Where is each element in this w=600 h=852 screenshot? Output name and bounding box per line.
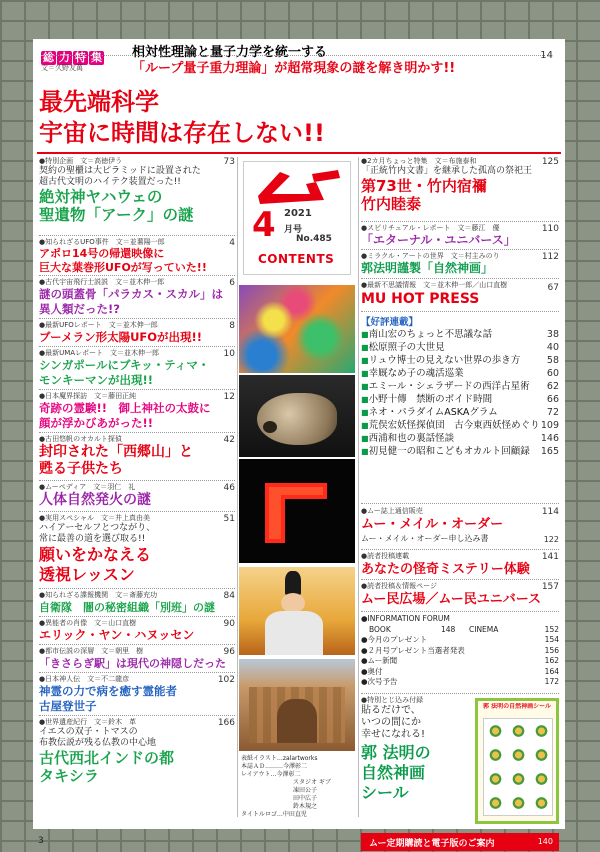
- article-entry[interactable]: [361, 252, 559, 276]
- article-sub: 契約の聖櫃は大ピラミッドに設置された: [39, 166, 201, 176]
- article-entry[interactable]: [39, 238, 235, 275]
- info-page: 172: [544, 677, 559, 686]
- article-label: ●ムー誌上通信販売: [361, 507, 423, 515]
- issue-logo: [243, 161, 351, 275]
- article-entry[interactable]: [39, 675, 235, 714]
- feature-author: 文＝久野友萬: [41, 64, 83, 72]
- credits: [241, 755, 355, 819]
- article-label: ●日本魔界探訪 文＝藤田正純: [39, 392, 137, 400]
- article-title: 巨大な葉巻形UFOが写っていた!!: [39, 261, 207, 274]
- article-sub: イエスの双子・トマスの: [39, 727, 138, 737]
- article-label: ●知られざる諜報機関 文＝斎藤充功: [39, 591, 158, 599]
- article-title: 顔が浮かびあがった!!: [39, 416, 153, 430]
- article-sub: 布教伝説が残る仏教の中心地: [39, 738, 157, 748]
- article-label: ●ミラクル・アートの世界 文＝村主みのり: [361, 252, 500, 260]
- article-title: 願いをかなえる: [39, 545, 152, 564]
- article-title: 絶対神ヤハウェの: [39, 188, 163, 206]
- article-page: 112: [541, 252, 559, 262]
- feature-page: 14: [540, 50, 553, 61]
- article-page: 157: [541, 582, 559, 592]
- middle-column: [239, 157, 355, 829]
- serials-header: 【好評連載】: [361, 317, 419, 328]
- info-list: [361, 614, 559, 690]
- serial-page: 38: [546, 329, 559, 340]
- info-cinema-page: 152: [544, 624, 559, 634]
- article-label: ●2カ月ちょっと特集 文＝布施泰和: [361, 157, 477, 165]
- article-label: ●読者投稿連載: [361, 552, 410, 560]
- article-page: 73: [223, 157, 235, 167]
- article-page: 96: [223, 647, 235, 657]
- info-page: 156: [544, 645, 559, 655]
- serial-item[interactable]: ■南山宏のちょっと不思議な話 38: [361, 329, 559, 340]
- art-painting-image: [239, 285, 355, 373]
- mail-order-entry[interactable]: [361, 507, 559, 544]
- article-title: モンキーマンが出現!!: [39, 373, 153, 387]
- credit-line: 表紙イラスト…zalartworks: [241, 755, 318, 762]
- credit-key: 本誌ＡＤ: [241, 763, 266, 770]
- article-entry[interactable]: [39, 349, 235, 388]
- article-page: 90: [223, 619, 235, 629]
- article-sub: 「正統竹内文書」を継承した孤高の祭祀王: [361, 166, 533, 176]
- credit-line: タイトルロゴ…中田直児: [241, 811, 307, 818]
- article-title: シール: [361, 783, 409, 802]
- serial-item[interactable]: ■エミール・シェラザードの西洋占星術 62: [361, 381, 559, 392]
- article-label: ●古代宇宙飛行士説説 文＝並木伸一郎: [39, 278, 165, 286]
- article-label: ●最新UFOレポート 文＝並木伸一郎: [39, 321, 158, 329]
- serial-page: 165: [540, 446, 559, 457]
- article-sub-page: 122: [543, 535, 559, 544]
- article-label: ●日本神人伝 文＝不二龍彦: [39, 675, 130, 683]
- info-item[interactable]: [361, 677, 559, 688]
- subscription-page: 140: [537, 837, 553, 846]
- article-sub: 貼るだけで、: [361, 705, 421, 716]
- article-page: 42: [223, 435, 235, 445]
- feature-lead-2: 「ループ量子重力理論」が超常現象の謎を解き明かす!!: [132, 61, 456, 76]
- info-title: ●奥付: [361, 666, 383, 676]
- article-sub: 常に最善の道を選び取る!!: [39, 534, 146, 544]
- article-entry[interactable]: [39, 647, 235, 671]
- info-page: 164: [544, 666, 559, 676]
- credit-line: レイアウト…今澤彰二: [241, 771, 301, 778]
- info-item[interactable]: [361, 635, 559, 646]
- article-page: 110: [541, 224, 559, 234]
- serial-item[interactable]: ■小野十傳 禁断のボイド時間 66: [361, 394, 559, 405]
- reader-forum-entry[interactable]: [361, 582, 559, 608]
- reader-stories-entry[interactable]: [361, 552, 559, 578]
- credit-value: 今澤彰二: [283, 763, 308, 770]
- boomerang-ufo-image: [239, 459, 355, 563]
- article-entry[interactable]: [39, 591, 235, 615]
- article-title: アポロ14号の帰還映像に: [39, 247, 165, 260]
- info-item[interactable]: [361, 656, 559, 667]
- article-title: 神霊の力で病を癒す霊能者: [39, 684, 177, 698]
- info-book-label: BOOK: [369, 624, 391, 634]
- info-book-page: 148: [441, 624, 456, 634]
- subscription-text: ムー定期購読と電子版のご案内: [369, 839, 495, 849]
- subscription-banner[interactable]: [361, 833, 559, 851]
- feature-badge-char: 集: [91, 51, 102, 64]
- article-label: ●スピリチュアル・レポート 文＝藤江 優: [361, 224, 500, 232]
- ruins-image: [239, 659, 355, 751]
- mu-logo-icon: [250, 166, 346, 206]
- serial-item[interactable]: ■荒俣宏妖怪探偵団 古今東西妖怪めぐり 109: [361, 420, 559, 431]
- article-sub: いつの間にか: [361, 717, 421, 728]
- article-entry[interactable]: [361, 157, 559, 213]
- right-column: [361, 157, 559, 849]
- article-title: 郭法明謹製「自然神画」: [361, 261, 494, 275]
- article-title: 透視レッスン: [39, 565, 135, 584]
- serial-item[interactable]: ■ネオ・パラダイムASKAグラム 72: [361, 407, 559, 418]
- info-item[interactable]: [369, 625, 559, 636]
- article-page: 166: [217, 718, 235, 728]
- article-title: 「きさらぎ駅」は現代の神隠しだった: [39, 657, 226, 670]
- article-label: ●最新UMAレポート 文＝並木伸一郎: [39, 349, 160, 357]
- article-title: 第73世・竹内宿禰: [361, 177, 487, 195]
- article-page: 84: [223, 591, 235, 601]
- serial-page: 109: [540, 420, 559, 431]
- credit-line: スタジオ ギブ: [293, 779, 331, 786]
- serial-item[interactable]: ■初見健一の昭和こどもオカルト回顧録 165: [361, 446, 559, 457]
- serial-title: ネオ・パラダイムASKAグラム: [368, 407, 498, 418]
- serial-page: 72: [546, 407, 559, 418]
- article-page: 12: [223, 392, 235, 402]
- info-title: ●次号予告: [361, 677, 398, 686]
- article-title: 封印された「西郷山」と: [39, 444, 193, 460]
- serial-title: リュウ博士の見えない世界の歩き方: [368, 355, 521, 366]
- issue-year: 2021: [284, 208, 312, 219]
- article-label: ●読者投稿＆情報ページ: [361, 582, 437, 590]
- article-page: 114: [541, 507, 559, 517]
- serial-page: 40: [546, 342, 559, 353]
- article-title: 自然神画: [361, 763, 426, 782]
- article-title: ムー・メイル・オーダー: [361, 517, 504, 532]
- article-page: 4: [229, 238, 235, 248]
- article-entry[interactable]: [39, 514, 235, 585]
- boomerang-shape-icon: [257, 473, 337, 553]
- serial-title: 幸厩なめ子の魂活巡業: [368, 368, 464, 379]
- article-label: ●最新不思議情報 文＝並木伸一郎／山口直樹: [361, 281, 508, 289]
- article-title: 聖遺物「アーク」の謎: [39, 206, 194, 224]
- serial-title: 西浦和也の裏話怪談: [368, 433, 455, 444]
- info-page: 154: [544, 635, 559, 644]
- article-page: 102: [217, 675, 235, 685]
- article-entry[interactable]: [39, 483, 235, 509]
- article-entry[interactable]: [39, 718, 235, 785]
- serial-title: 初見健一の昭和こどもオカルト回顧録: [368, 446, 530, 457]
- serial-item[interactable]: ■リュウ博士の見えない世界の歩き方 58: [361, 355, 559, 366]
- feature-title-1: 最先端科学: [39, 88, 159, 116]
- article-entry[interactable]: [39, 435, 235, 478]
- article-entry[interactable]: [39, 321, 235, 345]
- serial-item[interactable]: ■西浦和也の裏話怪談 146: [361, 433, 559, 444]
- serial-page: 66: [546, 394, 559, 405]
- article-label: ●ムーペディア 文＝羽仁 礼: [39, 483, 136, 491]
- article-label: ●都市伝説の深層 文＝朝里 樹: [39, 647, 144, 655]
- info-forum-heading: ●INFORMATION FORUM: [361, 614, 450, 623]
- issue-month-label: 月号: [284, 225, 303, 235]
- article-entry[interactable]: [361, 224, 559, 248]
- article-entry[interactable]: [361, 281, 559, 308]
- credit-line: 鈴木規之: [293, 803, 318, 810]
- article-title: 自衛隊 闇の秘密組織「別班」の謎: [39, 601, 215, 614]
- credit-value: zalartworks: [282, 755, 318, 762]
- serial-page: 62: [546, 381, 559, 392]
- article-title: シンガポールにブキッ・ティマ・: [39, 358, 210, 372]
- credit-value: 中田直児: [282, 811, 307, 818]
- info-item[interactable]: [361, 646, 559, 657]
- article-page: 6: [229, 278, 235, 288]
- serial-item[interactable]: ■松原照子の大世見 40: [361, 342, 559, 353]
- credit-value: 今澤彰二: [276, 771, 301, 778]
- article-title: 「エターナル・ユニバース」: [361, 233, 516, 247]
- serial-item[interactable]: ■幸厩なめ子の魂活巡業 60: [361, 368, 559, 379]
- article-sub: 超古代文明のハイテク装置だった!!: [39, 177, 181, 187]
- article-title: ムー民広場／ムー民ユニバース: [361, 592, 542, 607]
- serial-title: 荒俣宏妖怪探偵団 古今東西妖怪めぐり: [368, 420, 540, 431]
- sticker-grid: [484, 719, 552, 815]
- priest-image: [239, 567, 355, 655]
- article-label: ●特別とじ込み付録: [361, 696, 424, 704]
- contents-page: [33, 39, 565, 849]
- sticker-title: 郭 法明の自然神画シール: [483, 703, 551, 710]
- article-label: ●特別企画 文＝高徳伊う: [39, 157, 123, 165]
- article-label: ●世界遺産紀行 文＝鈴木 革: [39, 718, 137, 726]
- article-title: 人体自然発火の謎: [39, 492, 151, 508]
- article-sub: 幸せになれる!: [361, 729, 426, 740]
- article-title: 竹内睦泰: [361, 195, 422, 213]
- article-title: 奇跡の霊験!! 御上神社の太鼓に: [39, 401, 211, 415]
- article-title: 郭 法明の: [361, 743, 431, 762]
- article-label: ●異能者の肖像 文＝山口直樹: [39, 619, 137, 627]
- article-page: 125: [541, 157, 559, 167]
- page-number: 3: [38, 836, 44, 846]
- left-column: [39, 157, 235, 829]
- info-title: ●ムー新聞: [361, 656, 398, 665]
- article-entry[interactable]: [39, 619, 235, 643]
- article-title: 異人類だった!?: [39, 302, 120, 316]
- article-title: 謎の頭蓋骨「パラカス・スカル」は: [39, 287, 223, 301]
- article-sub: ムー・メイル・オーダー申し込み書: [361, 534, 489, 543]
- appendix-entry[interactable]: [361, 696, 461, 803]
- issue-number: No.485: [296, 234, 332, 244]
- article-title: エリック・ヤン・ハヌッセン: [39, 628, 195, 642]
- article-title: 古屋登世子: [39, 699, 97, 713]
- feature-badge-char: 特: [75, 51, 86, 64]
- serial-page: 146: [540, 433, 559, 444]
- article-page: 10: [223, 349, 235, 359]
- article-sub: ハイアーセルフとつながり、: [39, 523, 156, 533]
- serial-title: 南山宏のちょっと不思議な話: [368, 329, 493, 340]
- credit-key: レイアウト: [241, 771, 271, 778]
- feature-badge-char: 総: [43, 51, 54, 64]
- article-page: 51: [223, 514, 235, 524]
- credit-key: 表紙イラスト: [241, 755, 277, 762]
- article-page: 141: [541, 552, 559, 562]
- info-item[interactable]: [361, 667, 559, 678]
- article-page: 67: [547, 283, 559, 293]
- article-entry[interactable]: [39, 157, 235, 224]
- serial-title: 松原照子の大世見: [368, 342, 445, 353]
- contents-heading: CONTENTS: [258, 252, 335, 266]
- issue-month-number: 4: [252, 205, 276, 245]
- credit-key: タイトルロゴ: [241, 811, 277, 818]
- serial-page: 58: [546, 355, 559, 366]
- article-title: タキシラ: [39, 767, 99, 785]
- credit-line: 田中広子: [293, 795, 318, 802]
- feature-title-2: 宇宙に時間は存在しない!!: [39, 119, 325, 147]
- serial-title: 小野十傳 禁断のボイド時間: [368, 394, 493, 405]
- feature-badge-char: 力: [59, 51, 70, 64]
- sticker-sheet-image: [475, 698, 559, 824]
- info-cinema-label: CINEMA: [469, 624, 499, 634]
- article-title: 甦る子供たち: [39, 461, 123, 477]
- serial-page: 60: [546, 368, 559, 379]
- info-title: ●今月のプレゼント: [361, 635, 428, 644]
- article-entry[interactable]: [39, 392, 235, 431]
- article-title: あなたの怪奇ミステリー体験: [361, 562, 530, 577]
- serial-title: エミール・シェラザードの西洋占星術: [368, 381, 530, 392]
- article-title: MU HOT PRESS: [361, 291, 480, 307]
- article-label: ●知られざるUFO事件 文＝並薯陽一郎: [39, 238, 165, 246]
- article-page: 8: [229, 321, 235, 331]
- article-title: ブーメラン形太陽UFOが出現!!: [39, 330, 203, 344]
- article-label: ●古田悠帆のオカルト探偵: [39, 435, 122, 443]
- credit-line: 凍田公子: [293, 787, 318, 794]
- credit-line: 本誌ＡＤ………今澤彰二: [241, 763, 308, 770]
- article-title: 古代西北インドの都: [39, 749, 175, 767]
- article-page: 46: [223, 483, 235, 493]
- serials-list: [361, 314, 559, 460]
- article-label: ●実用スペシャル 文＝井上真由美: [39, 514, 150, 522]
- info-page: 162: [544, 656, 559, 665]
- skull-image: [239, 375, 355, 457]
- feature-lead-1: 相対性理論と量子力学を統一する: [132, 45, 328, 60]
- info-title: ●２月号プレゼント当選者発表: [361, 645, 465, 655]
- article-entry[interactable]: [39, 278, 235, 317]
